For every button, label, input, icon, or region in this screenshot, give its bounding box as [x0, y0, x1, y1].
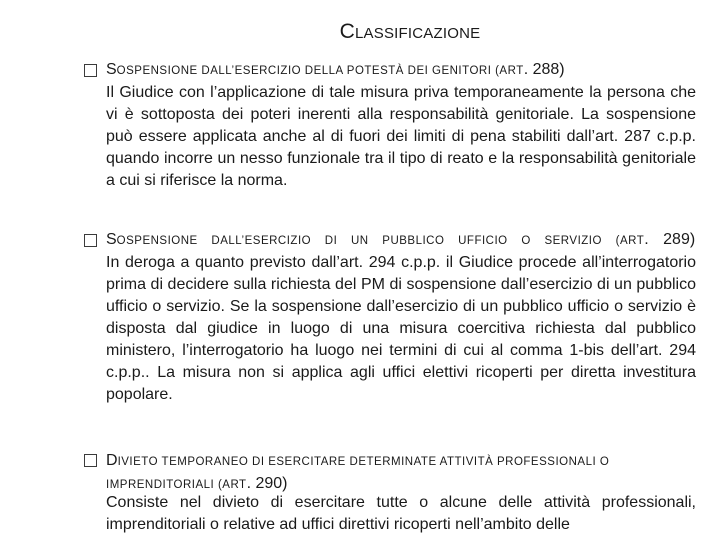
item-body: Il Giudice con l’applicazione di tale misura priva temporaneamente la persona che vi è sottoposta dei poteri inerenti alla responsabilità genitoriale. La sospensione può essere applicata anche al di fuori dei limiti di pena stabiliti dall’art. 287 c.p.p. quando incorre un nesso funzionale tra il tipo di reato e la responsabilità genitoriale a cui si riferisce la norma.: [106, 84, 696, 189]
heading-smallcaps: OSPENSIONE DALL’ESERCIZIO DI UN PUBBLICO UFFICIO O SERVIZIO (: [116, 235, 620, 247]
item-body: Consiste nel divieto di esercitare tutte o alcune delle attività professionali, imprenditoriali o relative ad uffici direttivi ricoperti nell’ambito delle: [106, 494, 696, 533]
item-heading: [106, 230, 696, 251]
heading-initial: S: [106, 61, 117, 78]
item-heading: [106, 60, 696, 81]
square-bullet-icon: [84, 454, 97, 467]
heading-smallcaps: OSPENSIONE DALL’ESERCIZIO DELLA POTESTÀ DEI GENITORI (: [116, 65, 500, 77]
square-bullet-icon: [84, 64, 97, 77]
heading-smallcaps-art: ART: [499, 65, 524, 77]
square-bullet-icon: [84, 234, 97, 247]
slide-title: [0, 20, 720, 44]
heading-smallcaps-art: ART: [222, 479, 247, 491]
heading-initial: S: [106, 231, 117, 248]
title-rest: LASSIFICAZIONE: [355, 25, 481, 42]
item-body: In deroga a quanto previsto dall’art. 294 c.p.p. il Giudice procede all’interrogatorio prima di decidere sulla richiesta del PM di sospensione dall’esercizio di un pubblico ufficio o servizio. Se la sospensione dall’esercizio di un pubblico ufficio o servizio è disposta dal giudice in luogo di una misura coercitiva richiesta dal pubblico ministero, l’interrogatorio ha luogo nei termini di cui al comma 1-bis dell’art. 294 c.p.p.. La misura non si applica agli uffici elettivi ricoperti per diretta investitura popolare.: [106, 254, 696, 403]
heading-smallcaps-art: ART: [619, 235, 645, 247]
heading-article: . 289): [644, 231, 696, 248]
title-initial: C: [339, 20, 356, 43]
heading-initial: D: [106, 452, 118, 469]
heading-article: . 288): [523, 61, 565, 78]
item-heading: [106, 450, 696, 496]
heading-article: . 290): [246, 475, 288, 492]
heading-smallcaps: IVIETO TEMPORANEO DI ESERCITARE DETERMINATE ATTIVITÀ PROFESSIONALI O IMPRENDITORIALI (: [106, 456, 610, 491]
